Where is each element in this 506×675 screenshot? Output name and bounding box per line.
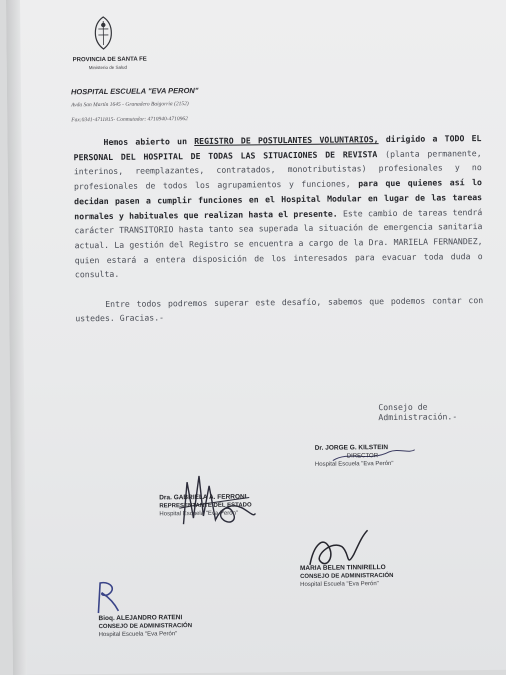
letterhead-phones: Fax:0341-4711815- Conmutador: 4710940-4710962 <box>71 116 188 124</box>
body-paragraph-2: Entre todos podremos superar este desafío, sabemos que podemos contar con ustedes. Gracias.- <box>75 294 484 324</box>
signature-tinnirello <box>300 564 394 589</box>
signature-ferroni <box>159 493 252 518</box>
signature-name: Dra. GABRIELA A. FERRONI <box>159 493 247 502</box>
p1-all-staff: TODO EL PERSONAL DEL HOSPITAL DE TODAS LAS SITUACIONES DE REVISTA <box>73 133 482 163</box>
signature-hospital: Hospital Escuela "Eva Perón" <box>98 631 178 639</box>
signature-name: MARIA BELEN TINNIRELLO <box>299 564 386 572</box>
p1-directed: dirigido a <box>385 133 438 145</box>
p1-intro: Hemos abierto un <box>103 136 188 147</box>
signature-hospital: Hospital Escuela "Eva Perón" <box>300 581 379 588</box>
signature-name: Bioq. ALEJANDRO RATENI <box>98 614 183 623</box>
p1-categories: (planta permanente, interinos, reemplazantes, contratados, monotributistas) profesionales y no profesionales de todos los agrupamientos y funciones, <box>73 147 482 192</box>
signature-rateni <box>98 614 192 639</box>
signature-name: Dr. JORGE G. KILSTEIN <box>314 444 389 452</box>
p1-registry: REGISTRO DE POSTULANTES VOLUNTARIOS, <box>194 134 379 147</box>
letter-closing: Consejo de Administración.- <box>378 401 458 423</box>
letter-body <box>73 131 483 341</box>
letterhead-province: PROVINCIA DE SANTA FE <box>72 56 147 64</box>
signature-role: DIRECTOR <box>346 453 379 460</box>
signature-role: REPRESENTANTE DEL ESTADO <box>159 502 252 510</box>
signature-role: CONSEJO DE ADMINISTRACIÓN <box>300 572 394 580</box>
signature-hospital: Hospital Escuela "Eva Perón" <box>314 460 394 468</box>
p1-details: Este cambio de tareas tendrá carácter TRANSITORIO hasta tanto sea superada la situación de emergencia sanitaria actual. La gestión del Registro se encuentra a cargo de la Dra. MARIELA FERNANDEZ, quien estará a entera disposición de los interesados para evacuar toda duda o consulta. <box>74 206 483 280</box>
signature-role: CONSEJO DE ADMINISTRACIÓN <box>98 623 193 631</box>
letter-sheet <box>6 0 506 675</box>
body-paragraph-1 <box>73 131 483 282</box>
letterhead-ministry: Ministerio de Salud <box>88 64 128 71</box>
signature-director <box>315 444 394 469</box>
letterhead-hospital: HOSPITAL ESCUELA "EVA PERON" <box>70 85 199 97</box>
provincial-crest-icon <box>92 15 114 51</box>
page-edge-shadow <box>6 0 27 675</box>
p1-purpose: para que quienes así lo decidan pasen a cumplir funciones en el Hospital Modular en lugar de las tareas normales y habituales que realizan hasta el presente. <box>74 177 483 221</box>
rateni-signature-scribble <box>88 579 122 615</box>
letterhead-address: Avda San Martín 1645 - Granadero Baigorria (2152) <box>71 101 189 109</box>
signature-hospital: Hospital Escuela "Eva Perón" <box>159 510 239 518</box>
